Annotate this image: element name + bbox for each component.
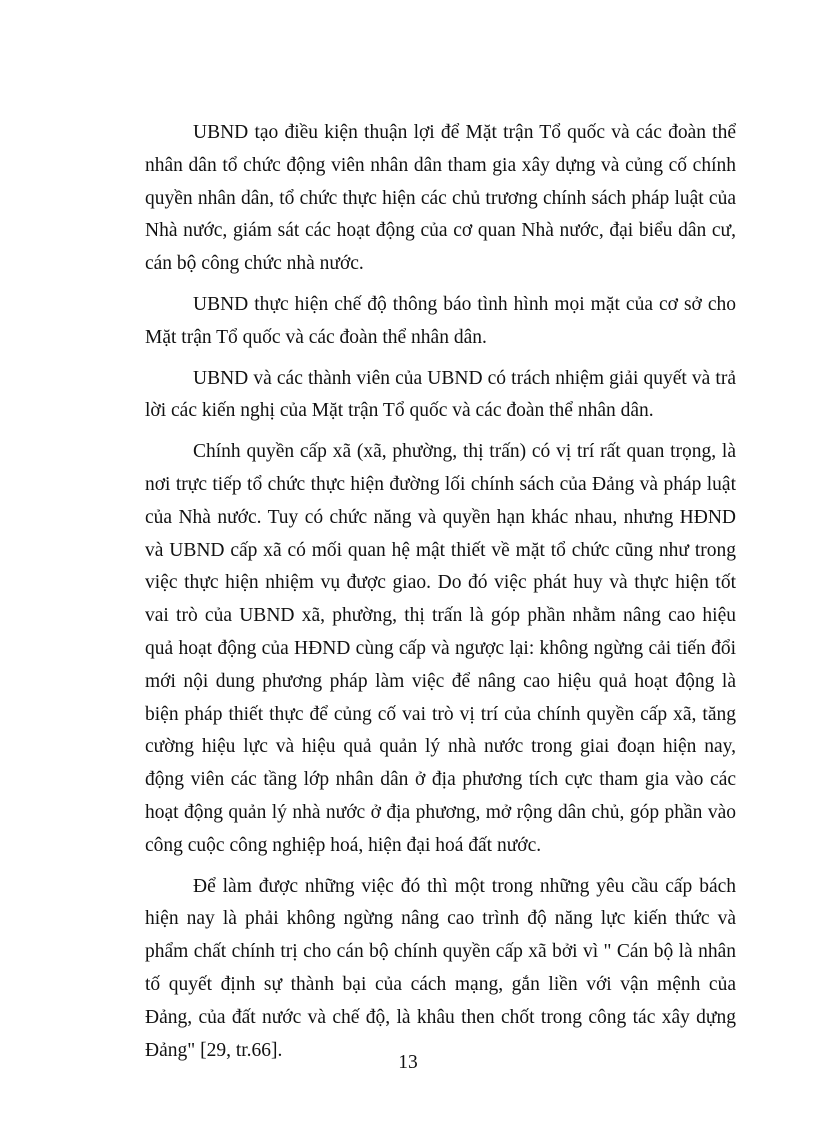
paragraph: UBND thực hiện chế độ thông báo tình hình mọi mặt của cơ sở cho Mặt trận Tổ quốc và các đoàn thể nhân dân. [145, 293, 736, 348]
paragraph: UBND tạo điều kiện thuận lợi để Mặt trận Tổ quốc và các đoàn thể nhân dân tổ chức động viên nhân dân tham gia xây dựng và củng cố chính quyền nhân dân, tổ chức thực hiện các chủ trương chính sách pháp luật của Nhà nước, giám sát các hoạt động của cơ quan Nhà nước, đại biểu dân cư, cán bộ công chức nhà nước. [145, 122, 736, 275]
paragraph: Để làm được những việc đó thì một trong những yêu cầu cấp bách hiện nay là phải không ngừng nâng cao trình độ năng lực kiến thức và phẩm chất chính trị cho cán bộ chính quyền cấp xã bởi vì " Cán bộ là nhân tố quyết định sự thành bại của cách mạng, gắn liền với vận mệnh của Đảng, của đất nước và chế độ, là khâu then chốt trong công tác xây dựng Đảng" [29, tr.66]. [145, 875, 736, 1061]
page-number: 13 [398, 1052, 418, 1073]
paragraph: Chính quyền cấp xã (xã, phường, thị trấn) có vị trí rất quan trọng, là nơi trực tiếp tổ chức thực hiện đường lối chính sách của Đảng và pháp luật của Nhà nước. Tuy có chức năng và quyền hạn khác nhau, nhưng HĐND và UBND cấp xã có mối quan hệ mật thiết về mặt tổ chức cũng như trong việc thực hiện nhiệm vụ được giao. Do đó việc phát huy và thực hiện tốt vai trò của UBND xã, phường, thị trấn là góp phần nhằm nâng cao hiệu quả hoạt động của HĐND cùng cấp và ngược lại: không ngừng cải tiến đổi mới nội dung phương pháp làm việc để nâng cao hiệu quả hoạt động là biện pháp thiết thực để củng cố vai trò vị trí của chính quyền cấp xã, tăng cường hiệu lực và hiệu quả quản lý nhà nước trong giai đoạn hiện nay, động viên các tầng lớp nhân dân ở địa phương tích cực tham gia vào các hoạt động quản lý nhà nước ở địa phương, mở rộng dân chủ, góp phần vào công cuộc công nghiệp hoá, hiện đại hoá đất nước. [145, 441, 736, 856]
paragraph: UBND và các thành viên của UBND có trách nhiệm giải quyết và trả lời các kiến nghị của Mặt trận Tổ quốc và các đoàn thể nhân dân. [145, 367, 736, 422]
body-text [145, 117, 736, 1075]
